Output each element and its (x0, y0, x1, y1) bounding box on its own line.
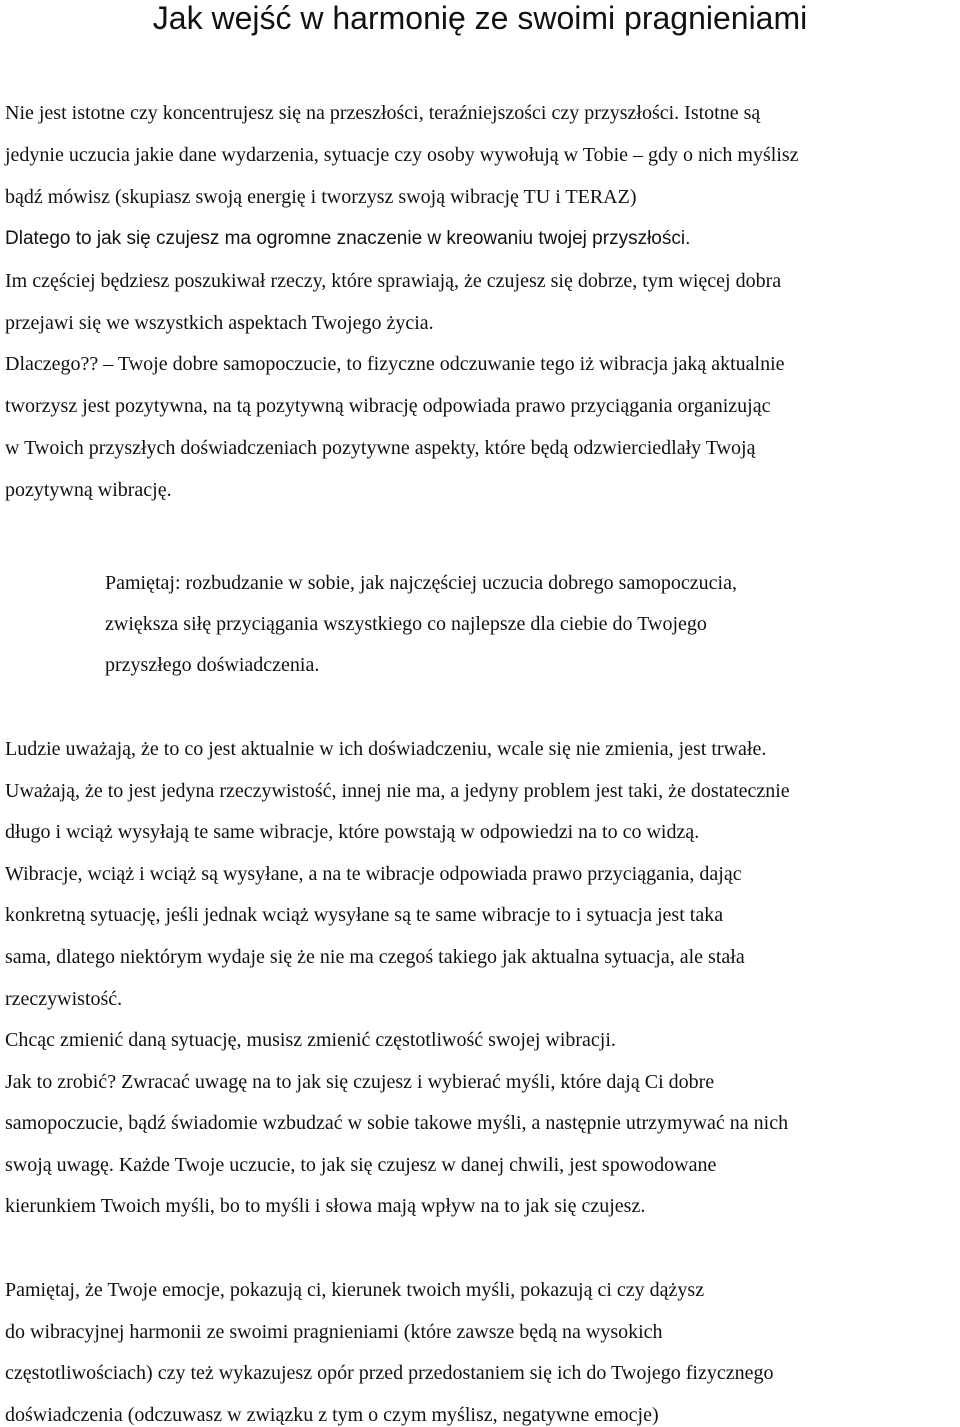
text-line: samopoczucie, bądź świadomie wzbudzać w sobie takowe myśli, a następnie utrzymywać na nich (5, 1112, 789, 1134)
text-line: Im częściej będziesz poszukiwał rzeczy, które sprawiają, że czujesz się dobrze, tym więcej dobra (5, 270, 782, 292)
text-line: tworzysz jest pozytywna, na tą pozytywną wibrację odpowiada prawo przyciągania organizując (5, 395, 771, 417)
text-line: Pamiętaj: rozbudzanie w sobie, jak najczęściej uczucia dobrego samopoczucia, (105, 572, 737, 594)
text-line: doświadczenia (odczuwasz w związku z tym o czym myślisz, negatywne emocje) (5, 1404, 659, 1426)
text-line: przejawi się we wszystkich aspektach Twojego życia. (5, 312, 434, 334)
text-line: w Twoich przyszłych doświadczeniach pozytywne aspekty, które będą odzwierciedlały Twoją (5, 437, 756, 459)
text-line: zwiększa siłę przyciągania wszystkiego co najlepsze dla ciebie do Twojego (105, 613, 707, 635)
page-title: Jak wejść w harmonię ze swoimi pragnieniami (152, 0, 808, 36)
text-line: Ludzie uważają, że to co jest aktualnie w ich doświadczeniu, wcale się nie zmienia, jest trwałe. (5, 738, 767, 760)
text-line: długo i wciąż wysyłają te same wibracje, które powstają w odpowiedzi na to co widzą. (5, 821, 700, 843)
text-line: bądź mówisz (skupiasz swoją energię i tworzysz swoją wibrację TU i TERAZ) (5, 186, 637, 208)
text-line: Uważają, że to jest jedyna rzeczywistość, innej nie ma, a jedyny problem jest taki, że dostatecznie (5, 780, 790, 802)
text-line: konkretną sytuację, jeśli jednak wciąż wysyłane są te same wibracje to i sytuacja jest taka (5, 904, 724, 926)
text-line: do wibracyjnej harmonii ze swoimi pragnieniami (które zawsze będą na wysokich (5, 1321, 663, 1343)
text-line: częstotliwościach) czy też wykazujesz opór przed przedostaniem się ich do Twojego fizycznego (5, 1362, 774, 1384)
text-line: pozytywną wibrację. (5, 479, 172, 501)
text-line: Nie jest istotne czy koncentrujesz się na przeszłości, teraźniejszości czy przyszłości. Istotne są (5, 102, 761, 124)
text-line: Pamiętaj, że Twoje emocje, pokazują ci, kierunek twoich myśli, pokazują ci czy dążysz (5, 1279, 705, 1301)
text-line: rzeczywistość. (5, 988, 123, 1010)
text-line: Chcąc zmienić daną sytuację, musisz zmienić częstotliwość swojej wibracji. (5, 1029, 616, 1051)
text-line: swoją uwagę. Każde Twoje uczucie, to jak się czujesz w danej chwili, jest spowodowane (5, 1154, 717, 1176)
text-line: sama, dlatego niektórym wydaje się że nie ma czegoś takiego jak aktualna sytuacja, ale stała (5, 946, 745, 968)
text-line: kierunkiem Twoich myśli, bo to myśli i słowa mają wpływ na to jak się czujesz. (5, 1195, 646, 1217)
text-line: Jak to zrobić? Zwracać uwagę na to jak się czujesz i wybierać myśli, które dają Ci dobre (5, 1071, 715, 1093)
text-line: jedynie uczucia jakie dane wydarzenia, sytuacje czy osoby wywołują w Tobie – gdy o nich myślisz (5, 144, 799, 166)
text-line: przyszłego doświadczenia. (105, 654, 320, 676)
text-line: Wibracje, wciąż i wciąż są wysyłane, a na te wibracje odpowiada prawo przyciągania, dając (5, 863, 742, 885)
text-line: Dlatego to jak się czujesz ma ogromne znaczenie w kreowaniu twojej przyszłości. (5, 228, 691, 249)
text-line: Dlaczego?? – Twoje dobre samopoczucie, to fizyczne odczuwanie tego iż wibracja jaką aktualnie (5, 353, 785, 375)
